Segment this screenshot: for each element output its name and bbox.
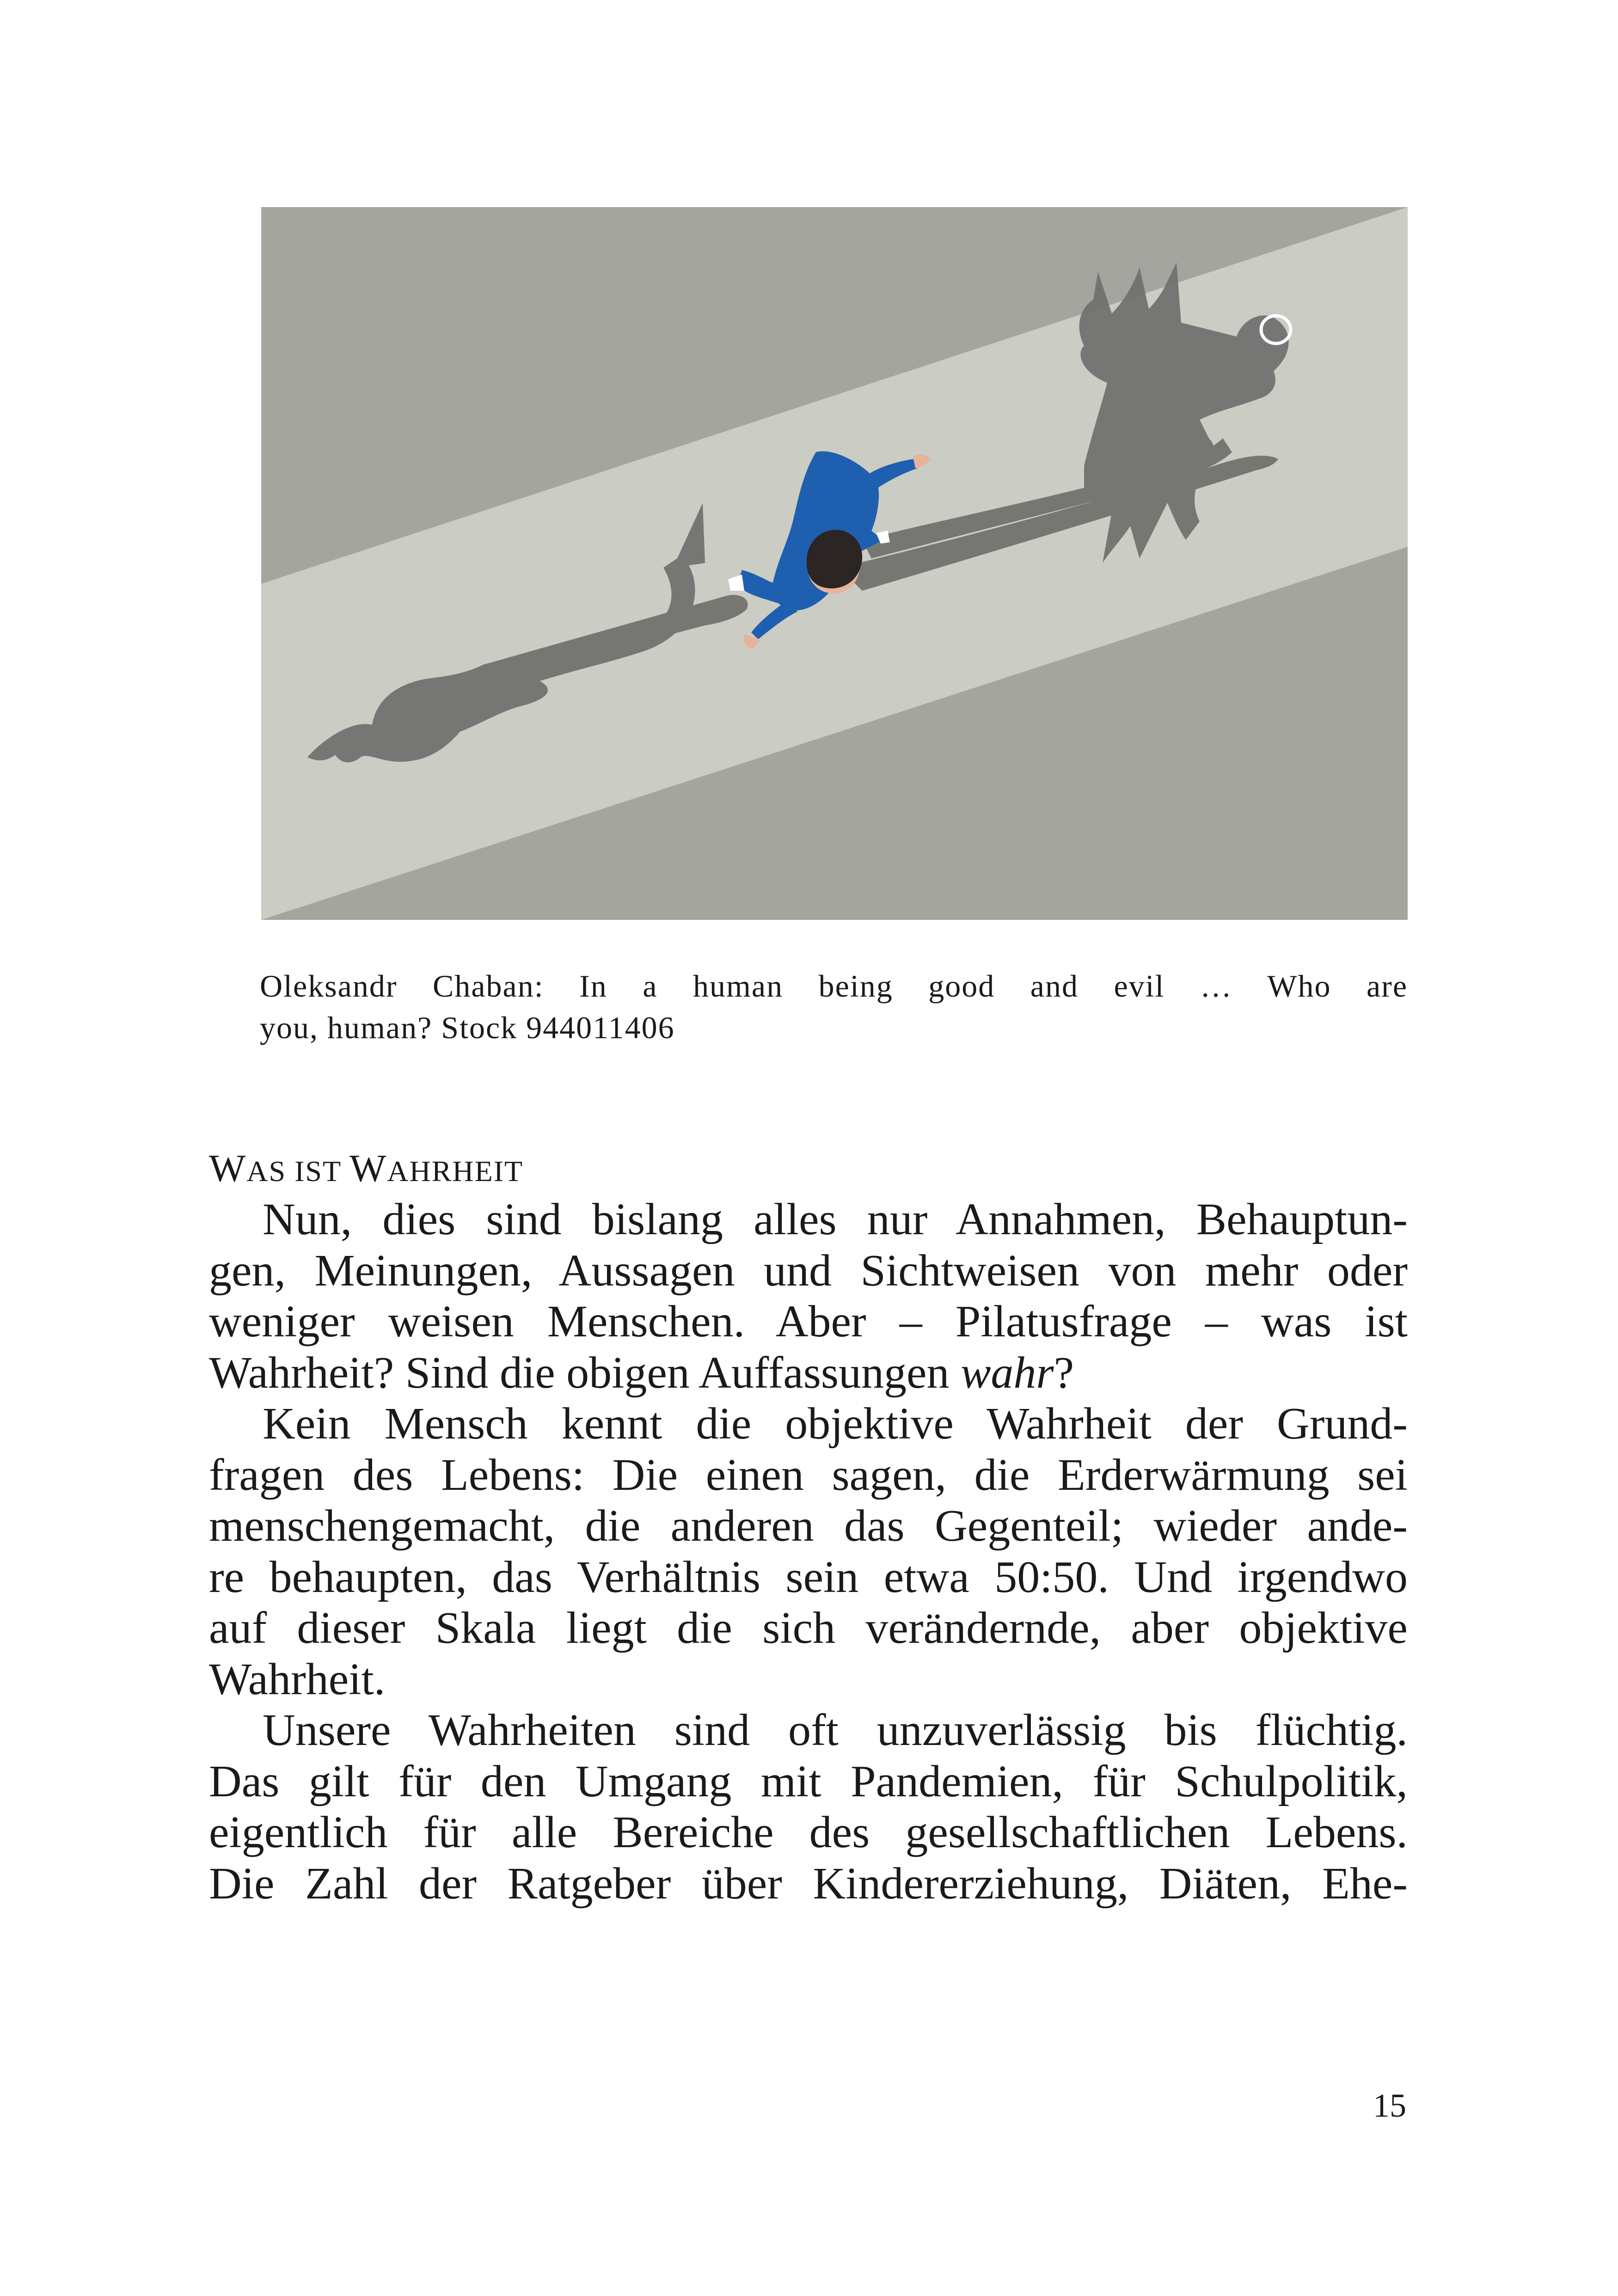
- page-number: 15: [1373, 2087, 1406, 2124]
- heading-small-2: AHRHEIT: [387, 1155, 524, 1188]
- heading-cap-2: W: [349, 1147, 387, 1190]
- heading-small-1: AS IST: [246, 1155, 349, 1188]
- text-line: Wahrheit.: [209, 1654, 386, 1704]
- illustration: [261, 207, 1408, 920]
- text-line: Kein Mensch kennt die objektive Wahrheit der Grund-: [263, 1399, 1408, 1449]
- text-line: Nun, dies sind bislang alles nur Annahmen, Behauptun-: [263, 1194, 1408, 1244]
- illustration-svg: [261, 207, 1408, 920]
- section-heading: [209, 1145, 523, 1194]
- text-line: Das gilt für den Umgang mit Pandemien, für Schulpolitik,: [209, 1756, 1408, 1806]
- emphasis-text: wahr: [961, 1347, 1054, 1398]
- paragraph: [209, 1194, 1408, 1398]
- caption-line-2: you, human? Stock 944011406: [260, 1010, 675, 1045]
- text-line: [209, 1347, 1408, 1399]
- body-text: [209, 1194, 1408, 1909]
- text-line: weniger weisen Menschen. Aber – Pilatusfrage – was ist: [209, 1297, 1408, 1347]
- text-line: Die Zahl der Ratgeber über Kindererziehung, Diäten, Ehe-: [209, 1858, 1408, 1909]
- text-fragment: Wahrheit? Sind die obigen Auffassungen: [209, 1347, 961, 1398]
- caption-line-1: Oleksandr Chaban: In a human being good and evil … Who are: [260, 968, 1408, 1004]
- paragraph: [209, 1398, 1408, 1705]
- heading-cap-1: W: [209, 1147, 247, 1190]
- paragraph: [209, 1705, 1408, 1909]
- text-line: re behaupten, das Verhältnis sein etwa 50:50. Und irgendwo: [209, 1552, 1408, 1602]
- text-line: menschengemacht, die anderen das Gegenteil; wieder ande-: [209, 1501, 1408, 1551]
- text-fragment: ?: [1054, 1347, 1074, 1398]
- text-line: eigentlich für alle Bereiche des gesellschaftlichen Lebens.: [209, 1807, 1408, 1857]
- text-line: gen, Meinungen, Aussagen und Sichtweisen von mehr oder: [209, 1245, 1408, 1296]
- figure-caption: [260, 965, 1408, 1048]
- text-line: fragen des Lebens: Die einen sagen, die Erderwärmung sei: [209, 1450, 1408, 1500]
- text-line: auf dieser Skala liegt die sich verändernde, aber objektive: [209, 1603, 1408, 1653]
- text-line: Unsere Wahrheiten sind oft unzuverlässig bis flüchtig.: [263, 1705, 1408, 1755]
